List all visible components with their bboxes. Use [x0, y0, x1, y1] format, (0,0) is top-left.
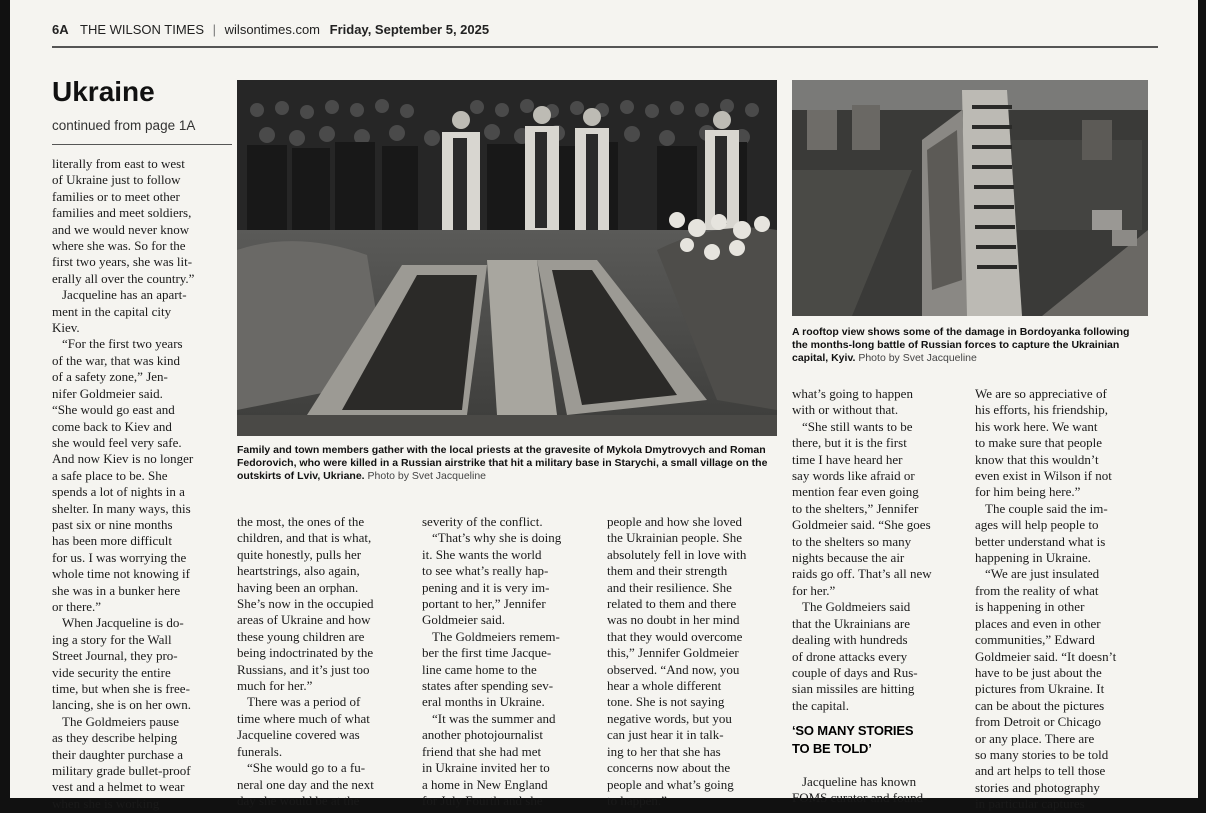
text-line: The couple said the im-	[985, 500, 1108, 516]
text-line: say words like afraid or	[792, 468, 915, 484]
text-line: pening and it is very im-	[422, 579, 550, 595]
text-line: the most, the ones of the	[237, 514, 365, 529]
text-line: And now Kiev is no longer	[52, 451, 194, 467]
funeral-caption-text: Family and town members gather with the local priests at the gravesite of Mykola Dmytrovych and Roman Fedorovich, who were killed in a Russian airstrike that hit a military base in Starychi, a small village on the outskirts of Lviv, Ukriane.	[237, 444, 768, 483]
text-line: related to them and there	[607, 596, 737, 612]
paper-name: THE WILSON TIMES	[80, 22, 205, 37]
text-line: ber the first time Jacque-	[422, 645, 552, 661]
page-header	[52, 22, 1158, 42]
text-line: or there.”	[52, 598, 102, 614]
text-line: people and what’s going	[607, 776, 734, 792]
text-line: children, and that is what,	[237, 530, 372, 546]
newspaper-page	[10, 0, 1198, 812]
text-line: eral months in Ukraine.	[422, 694, 545, 710]
text-line: for him being here.”	[975, 484, 1081, 500]
text-line: first two years, she was lit-	[52, 254, 193, 270]
text-line: whole time not knowing if	[52, 566, 190, 582]
article-column-5b	[792, 774, 966, 806]
text-line: communities,” Edward	[975, 632, 1095, 648]
text-line: come back to Kiev and	[52, 418, 172, 434]
text-line: funerals.	[237, 743, 283, 759]
text-line: absolutely fell in love with	[607, 546, 747, 562]
text-line: that they would overcome	[607, 628, 743, 644]
article-column-4	[607, 514, 789, 808]
article-column-5	[792, 386, 966, 716]
text-line: pictures from Ukraine. It	[975, 681, 1105, 697]
text-line: places and even in other	[975, 615, 1101, 631]
text-line: ing a story for the Wall	[52, 631, 172, 647]
text-line: severity of the conflict.	[422, 514, 543, 529]
header-separator: |	[212, 22, 217, 37]
text-line: what’s going to happen	[792, 386, 913, 401]
text-line: “For the first two years	[62, 336, 183, 352]
text-line: nifer Goldmeier said.	[52, 385, 163, 401]
subhead-line-1: ‘SO MANY STORIES	[792, 723, 914, 738]
text-line: much for her.”	[237, 678, 313, 694]
text-line: “That’s why she is doing	[432, 530, 562, 546]
text-line: of drone attacks every	[792, 648, 908, 664]
text-line: friend that she had met	[422, 743, 542, 759]
text-line: sian missiles are hitting	[792, 681, 915, 697]
text-line: and their resilience. She	[607, 579, 732, 595]
text-line: his efforts, his friendship,	[975, 402, 1108, 418]
text-line: couple of days and Rus-	[792, 664, 918, 680]
text-line: past six or nine months	[52, 516, 173, 532]
text-line: a safe place to be. She	[52, 467, 168, 483]
text-line: states after spending sev-	[422, 678, 554, 694]
text-line: know that this wouldn’t	[975, 451, 1099, 467]
text-line: The Goldmeiers said	[802, 599, 911, 615]
text-line: to see what’s really hap-	[422, 563, 549, 579]
text-line: time where much of what	[237, 710, 370, 726]
text-line: his work here. We want	[975, 418, 1098, 434]
text-line: When Jacqueline is do-	[62, 615, 184, 631]
text-line: FOMS curator and found-	[792, 790, 928, 806]
text-line: to happen.”	[607, 792, 667, 808]
text-line: as they describe helping	[52, 730, 178, 746]
text-line: line came home to the	[422, 661, 537, 677]
text-line: a home in New England	[422, 776, 548, 792]
text-line: negative words, but you	[607, 710, 732, 726]
text-line: happening in Ukraine.	[975, 550, 1091, 566]
text-line: Kiev.	[52, 320, 80, 336]
text-line: “She would go east and	[52, 402, 175, 418]
damage-photo	[792, 80, 1148, 316]
text-line: to the shelters so many	[792, 533, 912, 549]
text-line: having been an orphan.	[237, 579, 359, 595]
text-line: The Goldmeiers remem-	[432, 628, 560, 644]
text-line: families or to meet other	[52, 188, 180, 204]
text-line: better understand what is	[975, 533, 1106, 549]
text-line: can just hear it in talk-	[607, 727, 724, 743]
text-line: for July Fourth and she	[422, 792, 543, 808]
text-line: ing to her that she has	[607, 743, 721, 759]
text-line: for us. I was worrying the	[52, 549, 187, 565]
text-line: families and meet soldiers,	[52, 205, 192, 221]
funeral-photo-caption	[237, 444, 777, 484]
text-line: Jacqueline has an apart-	[62, 287, 187, 303]
section-title: Ukraine	[52, 76, 155, 107]
text-line: and we would never know	[52, 221, 190, 237]
text-line: she was in a bunker here	[52, 582, 181, 598]
text-line: is happening in other	[975, 599, 1085, 615]
text-line: Street Journal, they pro-	[52, 648, 178, 664]
issue-date: Friday, September 5, 2025	[329, 22, 490, 37]
damage-photo-image	[792, 80, 1148, 316]
text-line: dealing with hundreds	[792, 632, 908, 648]
text-line: “It was the summer and	[432, 710, 556, 726]
text-line: military grade bullet-proof	[52, 763, 191, 779]
text-line: Russians, and it’s just too	[237, 661, 370, 677]
text-line: the capital.	[792, 697, 850, 713]
text-line: nights because the air	[792, 550, 905, 566]
text-line: has been more difficult	[52, 533, 172, 549]
text-line: being indoctrinated by the	[237, 645, 374, 661]
text-line: even exist in Wilson if not	[975, 468, 1112, 484]
text-line: these young children are	[237, 628, 365, 644]
article-column-2	[237, 514, 419, 808]
text-line: erally all over the country.”	[52, 270, 195, 286]
text-line: from Detroit or Chicago	[975, 714, 1101, 730]
header-rule	[52, 46, 1158, 48]
text-line: The Goldmeiers pause	[62, 713, 179, 729]
text-line: their daughter purchase a	[52, 746, 184, 762]
funeral-photo-credit: Photo by Svet Jacqueline	[367, 470, 487, 483]
text-line: shelter. In many ways, this	[52, 500, 191, 516]
text-line: so many stories to be told	[975, 746, 1109, 762]
subhead	[792, 722, 966, 758]
text-line: ment in the capital city	[52, 303, 172, 319]
text-line: for her.”	[792, 582, 836, 598]
text-line: the Ukrainian people. She	[607, 530, 743, 546]
text-line: and art helps to tell those	[975, 763, 1106, 779]
article-column-3	[422, 514, 604, 808]
text-line: heartstrings, also again,	[237, 563, 360, 579]
text-line: areas of Ukraine and how	[237, 612, 371, 628]
text-line: “She would go to a fu-	[247, 760, 366, 776]
text-line: people and how she loved	[607, 514, 743, 529]
text-line: this,” Jennifer Goldmeier	[607, 645, 739, 661]
text-line: it. She wants the world	[422, 546, 542, 562]
text-line: when she is working	[52, 795, 160, 811]
text-line: vest and a helmet to wear	[52, 779, 185, 795]
text-line: day she would be at the	[237, 792, 360, 808]
text-line: of a safety zone,” Jen-	[52, 369, 168, 385]
text-line: them and their strength	[607, 563, 728, 579]
text-line: hear a whole different	[607, 678, 722, 694]
text-line: ages will help people to	[975, 517, 1099, 533]
article-column-6	[975, 386, 1155, 812]
continued-from: continued from page 1A	[52, 118, 196, 133]
text-line: neral one day and the next	[237, 776, 374, 792]
text-line: spends a lot of nights in a	[52, 484, 185, 500]
text-line: “We are just insulated	[985, 566, 1100, 582]
damage-photo-caption	[792, 326, 1148, 366]
text-line: time, but when she is free-	[52, 681, 190, 696]
funeral-photo	[237, 80, 777, 436]
text-line: Goldmeier said. “It doesn’t	[975, 648, 1117, 664]
text-line: another photojournalist	[422, 727, 543, 743]
text-line: observed. “And now, you	[607, 661, 740, 677]
text-line: vide security the entire	[52, 664, 171, 680]
text-line: She’s now in the occupied	[237, 596, 374, 612]
page-number: 6A	[52, 22, 69, 37]
text-line: in Ukraine invited her to	[422, 760, 550, 776]
text-line: portant to her,” Jennifer	[422, 596, 546, 612]
text-line: “She still wants to be	[802, 418, 913, 434]
text-line: to the shelters,” Jennifer	[792, 500, 919, 516]
text-line: literally from east to west	[52, 156, 185, 171]
funeral-photo-image	[237, 80, 777, 436]
text-line: in particular captures	[975, 796, 1085, 812]
text-line: to make sure that people	[975, 435, 1103, 451]
text-line: with or without that.	[792, 402, 899, 418]
text-line: there, but it is the first	[792, 435, 907, 451]
text-line: concerns now about the	[607, 760, 731, 776]
text-line: of Ukraine just to follow	[52, 172, 181, 188]
text-line: stories and photography	[975, 779, 1100, 795]
subhead-line-2: TO BE TOLD’	[792, 741, 872, 756]
damage-caption-text: A rooftop view shows some of the damage in Bordoyanka following the months-long battle of Russian forces to capture the Ukrainian capital, Kyiv.	[792, 326, 1130, 365]
text-line: can be about the pictures	[975, 697, 1105, 713]
text-line: We are so appreciative of	[975, 386, 1107, 401]
text-line: time I have heard her	[792, 451, 903, 467]
text-line: she would feel very safe.	[52, 434, 182, 450]
text-line: Goldmeier said. “She goes	[792, 517, 931, 533]
text-line: have to be just about the	[975, 664, 1102, 680]
text-line: Jacqueline has known	[802, 774, 917, 789]
text-line: where she was. So for the	[52, 238, 186, 254]
text-line: Jacqueline covered was	[237, 727, 360, 743]
text-line: raids go off. That’s all new	[792, 566, 932, 582]
text-line: quite honestly, pulls her	[237, 546, 362, 562]
text-line: There was a period of	[247, 694, 361, 710]
damage-photo-credit: Photo by Svet Jacqueline	[858, 352, 977, 365]
text-line: from the reality of what	[975, 582, 1099, 598]
website: wilsontimes.com	[224, 22, 321, 37]
text-line: was no doubt in her mind	[607, 612, 740, 628]
article-column-1	[52, 156, 236, 811]
title-rule	[52, 144, 232, 145]
text-line: of the war, that was kind	[52, 352, 181, 368]
text-line: mention fear even going	[792, 484, 919, 500]
text-line: tone. She is not saying	[607, 694, 725, 710]
text-line: or any place. There are	[975, 730, 1095, 746]
text-line: Goldmeier said.	[422, 612, 506, 628]
text-line: that the Ukrainians are	[792, 615, 911, 631]
text-line: lancing, she is on her own.	[52, 697, 192, 713]
